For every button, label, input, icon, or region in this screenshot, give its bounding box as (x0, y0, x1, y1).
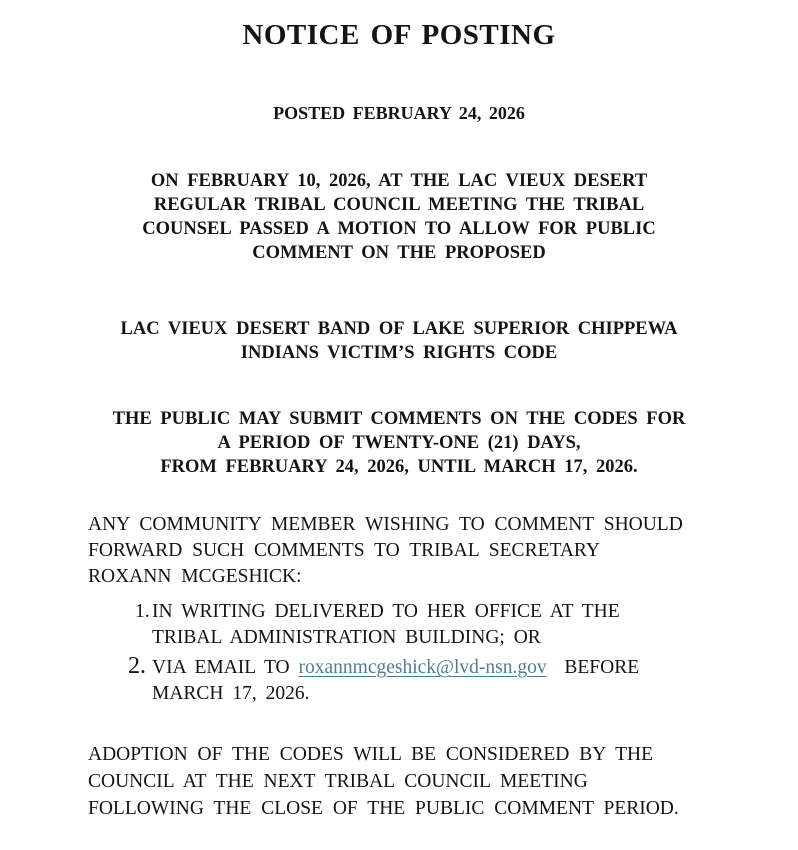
list-item-2-line-1 (152, 655, 798, 681)
comment-period-line-1: THE PUBLIC MAY SUBMIT COMMENTS ON THE CODES FOR (112, 409, 686, 429)
comment-period-paragraph (0, 407, 798, 479)
comment-period-line-3: FROM FEBRUARY 24, 2026, UNTIL MARCH 17, 2026. (160, 457, 638, 477)
list-item-in-writing (88, 599, 798, 651)
email-line-prefix: VIA EMAIL TO (152, 657, 299, 678)
posted-date-line: POSTED FEBRUARY 24, 2026 (273, 103, 525, 123)
motion-paragraph-line-3: COUNSEL PASSED A MOTION TO ALLOW FOR PUBLIC (142, 219, 656, 239)
list-item-1-text (152, 599, 798, 651)
submission-intro-paragraph (88, 512, 728, 590)
submission-intro-line-2: FORWARD SUCH COMMENTS TO TRIBAL SECRETARY (88, 540, 600, 561)
notice-title: NOTICE OF POSTING (242, 19, 556, 51)
adoption-line-1: ADOPTION OF THE CODES WILL BE CONSIDERED BY THE (88, 744, 654, 765)
submission-list (88, 599, 798, 707)
motion-paragraph-line-1: ON FEBRUARY 10, 2026, AT THE LAC VIEUX DESERT (150, 171, 648, 191)
list-item-1-line-1: IN WRITING DELIVERED TO HER OFFICE AT THE (152, 601, 620, 622)
code-title-line-1: LAC VIEUX DESERT BAND OF LAKE SUPERIOR CHIPPEWA (120, 319, 678, 339)
list-item-via-email (88, 653, 798, 707)
list-item-1-number: 1. (135, 601, 150, 622)
list-item-2-line-2: MARCH 17, 2026. (152, 683, 310, 704)
motion-paragraph (0, 169, 798, 265)
adoption-line-2: COUNCIL AT THE NEXT TRIBAL COUNCIL MEETING (88, 771, 588, 792)
submission-intro-line-1: ANY COMMUNITY MEMBER WISHING TO COMMENT SHOULD (88, 514, 683, 535)
email-line-suffix: BEFORE (546, 657, 640, 678)
adoption-line-3: FOLLOWING THE CLOSE OF THE PUBLIC COMMENT PERIOD. (88, 798, 679, 819)
adoption-paragraph (88, 741, 728, 822)
code-title-line-2: INDIANS VICTIM’S RIGHTS CODE (240, 343, 558, 363)
email-link[interactable]: roxannmcgeshick@lvd-nsn.gov (298, 657, 547, 678)
submission-intro-line-3: ROXANN MCGESHICK: (88, 566, 302, 587)
motion-paragraph-line-2: REGULAR TRIBAL COUNCIL MEETING THE TRIBAL (153, 195, 645, 215)
list-item-1-line-2: TRIBAL ADMINISTRATION BUILDING; OR (152, 627, 541, 648)
motion-paragraph-line-4: COMMENT ON THE PROPOSED (252, 243, 546, 263)
comment-period-line-2: A PERIOD OF TWENTY-ONE (21) DAYS, (217, 433, 581, 453)
code-title (0, 317, 798, 365)
list-item-2-text (152, 655, 798, 707)
list-item-2-number: 2. (128, 653, 146, 679)
